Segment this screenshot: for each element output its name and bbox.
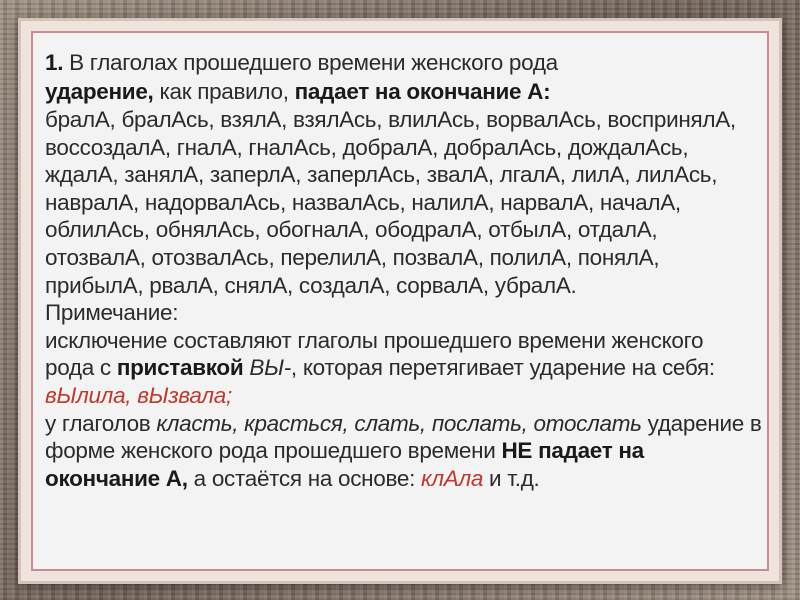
examples-line-3: ждалА, занялА, заперлА, заперлАсь, звалА, лгалА, лилА, лилАсь, (45, 162, 718, 188)
note-not-falls: НЕ падает на (501, 438, 644, 464)
note-example-klala: клАла (421, 465, 484, 491)
note-line-4-end: ударение в (641, 410, 762, 436)
note-example-vy: вЫлила, вЫзвала; (45, 382, 232, 408)
rule-as-rule: как правило, (153, 79, 295, 104)
note-line-5 (45, 437, 757, 465)
note-verbs-list: класть, красться, слать, послать, отослать (156, 410, 642, 436)
rule-number: 1. (45, 50, 64, 75)
note-ending-a: окончание А, (45, 465, 188, 491)
examples-line-5: облилАсь, обнялАсь, обогналА, ободралА, отбылА, отдалА, (45, 217, 658, 243)
examples-line-7: прибылА, рвалА, снялА, создалА, сорвалА, убралА. (45, 272, 577, 298)
note-label: Примечание: (45, 300, 179, 326)
note-prefix-vy: ВЫ- (243, 355, 291, 381)
note-line-2-end: , которая перетягивает ударение на себя: (290, 355, 715, 381)
note-line-2-start: рода с (45, 355, 117, 381)
slide-panel (31, 31, 769, 571)
examples-line-1: бралА, бралАсь, взялА, взялАсь, влилАсь, ворвалАсь, воспринялА, (45, 107, 736, 132)
note-line-1: исключение составляют глаголы прошедшего времени женского (45, 327, 704, 353)
examples-line-2: воссоздалА, гналА, гналАсь, добралА, добралАсь, дождалАсь, (45, 134, 689, 160)
rule-heading (45, 48, 757, 77)
examples-line-6: отозвалА, отозвалАсь, перелилА, позвалА, полилА, понялА, (45, 244, 660, 270)
rule-falls-on-ending: падает на окончание А: (294, 79, 551, 104)
note-prefix-label: приставкой (116, 355, 244, 381)
note-line-4 (45, 410, 762, 438)
note-line-2 (45, 354, 757, 382)
rule-subheading (45, 77, 757, 106)
slide-frame (18, 18, 782, 584)
note-line-6-mid: а остаётся на основе: (187, 465, 422, 491)
note-line-5-start: форме женского рода прошедшего времени (45, 438, 502, 464)
rule-title: В глаголах прошедшего времени женского рода (63, 50, 558, 75)
note-line-6-end: и т.д. (483, 465, 540, 491)
note-line-4-start: у глаголов (45, 410, 157, 436)
slide-content (45, 48, 762, 492)
note-line-6 (45, 465, 757, 493)
examples-line-4: навралА, надорвалАсь, назвалАсь, налилА, нарвалА, началА, (45, 189, 681, 215)
rule-stress-label: ударение, (45, 79, 154, 104)
